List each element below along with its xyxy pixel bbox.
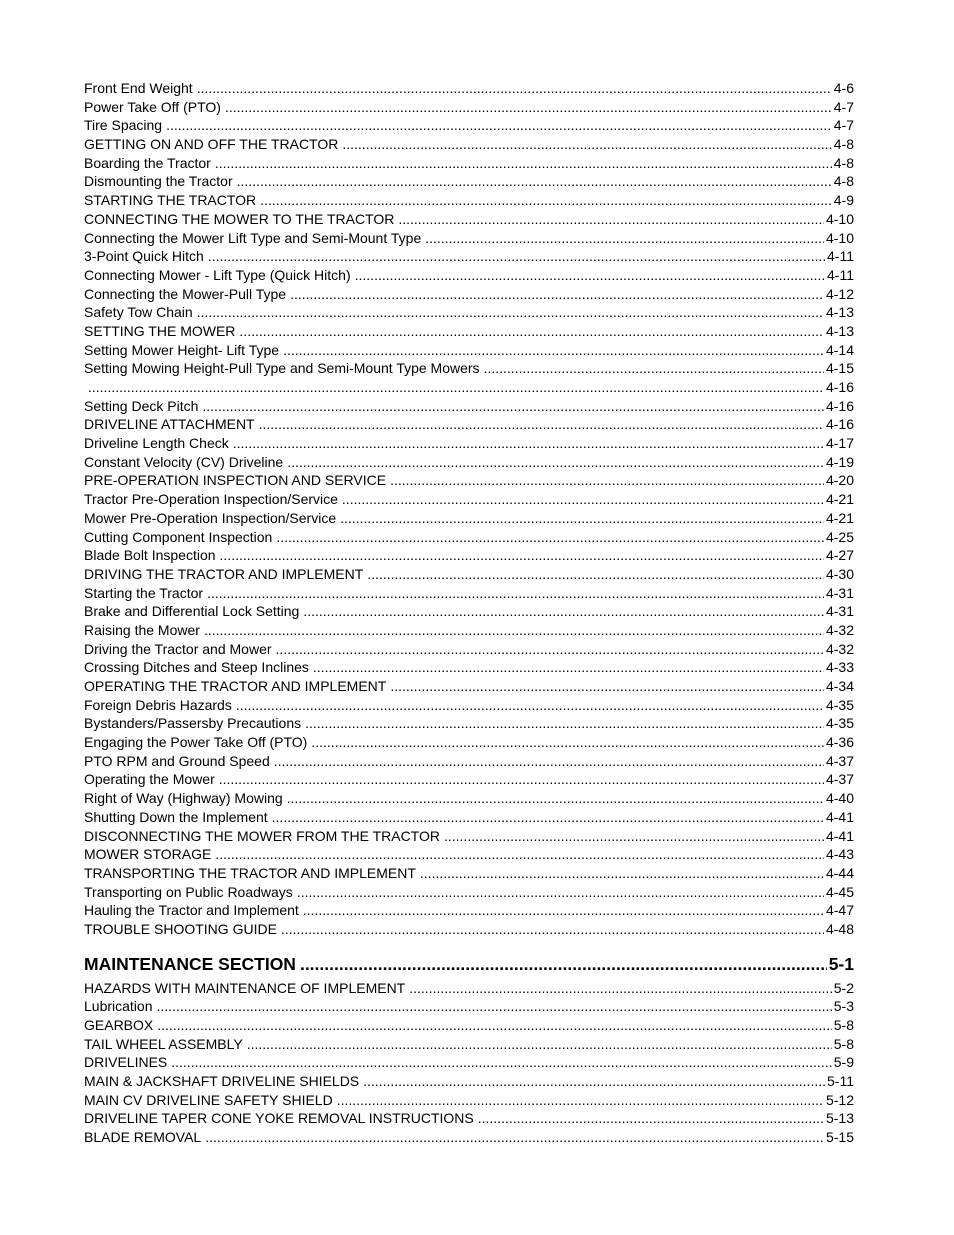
toc-entry-title: Cutting Component Inspection: [84, 528, 273, 545]
dot-leader: [247, 1035, 832, 1054]
toc-entry-title: OPERATING THE TRACTOR AND IMPLEMENT: [84, 678, 387, 694]
toc-entry-page-number: 4-35: [825, 715, 854, 732]
toc-entry[interactable]: [84, 1053, 854, 1072]
toc-entry-title: TAIL WHEEL ASSEMBLY: [84, 1035, 243, 1052]
toc-entry-title: Transporting on Public Roadways: [84, 883, 293, 900]
dot-leader: [478, 1109, 824, 1128]
toc-entries-chapter-4: [84, 79, 854, 939]
dot-leader: [390, 471, 824, 490]
dot-leader: [233, 434, 824, 453]
toc-entry-page-number: 5-8: [833, 1035, 854, 1052]
toc-entry-page-number: 4-8: [833, 154, 854, 171]
toc-entry[interactable]: [84, 733, 854, 752]
toc-entry[interactable]: [84, 135, 854, 154]
toc-entry-page-number: 4-6: [833, 80, 854, 96]
dot-leader: [313, 658, 824, 677]
toc-entry-title: Boarding the Tractor: [84, 154, 211, 171]
toc-entry-page-number: 4-17: [825, 435, 854, 452]
dot-leader: [287, 789, 824, 808]
toc-entry[interactable]: [84, 471, 854, 490]
dot-leader: [207, 584, 824, 603]
toc-entry[interactable]: [84, 883, 854, 902]
toc-entry-page-number: 4-15: [825, 360, 854, 377]
dot-leader: [342, 490, 824, 509]
toc-entry-title: SETTING THE MOWER: [84, 322, 236, 339]
toc-entry-title: Raising the Mower: [84, 621, 200, 638]
toc-entry-title: PTO RPM and Ground Speed: [84, 752, 270, 769]
toc-entry-page-number: 4-48: [825, 920, 854, 937]
section-title: MAINTENANCE SECTION: [84, 953, 296, 974]
toc-entry[interactable]: [84, 789, 854, 808]
toc-entry[interactable]: [84, 509, 854, 528]
toc-entry-page-number: 4-21: [825, 491, 854, 508]
toc-entry[interactable]: [84, 210, 854, 229]
dot-leader: [300, 952, 827, 976]
toc-entry-page-number: 4-27: [825, 547, 854, 564]
dot-leader: [220, 546, 824, 565]
toc-entry-page-number: 4-35: [825, 696, 854, 713]
dot-leader: [204, 621, 824, 640]
toc-entry[interactable]: [84, 770, 854, 789]
toc-entry[interactable]: [84, 677, 854, 696]
toc-entry[interactable]: [84, 565, 854, 584]
dot-leader: [260, 191, 832, 210]
dot-leader: [409, 979, 832, 998]
dot-leader: [259, 415, 824, 434]
toc-entry-page-number: 4-32: [825, 621, 854, 638]
toc-entry[interactable]: [84, 546, 854, 565]
dot-leader: [202, 397, 824, 416]
toc-entry-page-number: 5-12: [825, 1091, 854, 1108]
toc-entry-title: Crossing Ditches and Steep Inclines: [84, 659, 309, 676]
toc-section-heading[interactable]: [84, 952, 854, 976]
dot-leader: [283, 341, 824, 360]
dot-leader: [363, 1072, 825, 1091]
toc-entry[interactable]: [84, 640, 854, 659]
dot-leader: [425, 229, 824, 248]
toc-entry-page-number: 4-25: [825, 528, 854, 545]
toc-entry-page-number: 4-13: [825, 322, 854, 339]
toc-entry-title: TROUBLE SHOOTING GUIDE: [84, 920, 277, 937]
toc-entry[interactable]: [84, 528, 854, 547]
toc-entry-page-number: 4-7: [833, 98, 854, 115]
toc-entry[interactable]: [84, 979, 854, 998]
toc-entry-page-number: 4-11: [827, 266, 854, 283]
dot-leader: [157, 1016, 832, 1035]
toc-entry-title: Hauling the Tractor and Implement: [84, 902, 299, 919]
toc-entry-page-number: 5-9: [833, 1054, 854, 1071]
toc-entry[interactable]: [84, 303, 854, 322]
dot-leader: [303, 901, 824, 920]
toc-entry-page-number: 4-11: [827, 248, 854, 265]
toc-entry-title: Driving the Tractor and Mower: [84, 640, 272, 657]
toc-entry-page-number: 4-31: [825, 603, 854, 620]
toc-entry-title: STARTING THE TRACTOR: [84, 192, 257, 209]
toc-entry[interactable]: [84, 266, 854, 285]
toc-entry-title: Connecting the Mower-Pull Type: [84, 285, 287, 302]
toc-entry[interactable]: [84, 322, 854, 341]
dot-leader: [276, 528, 824, 547]
toc-entry[interactable]: [84, 808, 854, 827]
dot-leader: [484, 359, 824, 378]
toc-entry-title: Bystanders/Passersby Precautions: [84, 715, 302, 732]
toc-entry-title: Safety Tow Chain: [84, 304, 193, 321]
table-of-contents: [84, 79, 854, 1147]
toc-entry[interactable]: [84, 1072, 854, 1091]
toc-entry[interactable]: [84, 247, 854, 266]
toc-entry-title: Right of Way (Highway) Mowing: [84, 790, 283, 807]
toc-entry-page-number: 5-11: [827, 1073, 854, 1090]
toc-entry-page-number: 4-7: [833, 117, 854, 134]
section-page-number: 5-1: [828, 953, 854, 974]
dot-leader: [205, 1128, 824, 1147]
toc-entry-page-number: 4-8: [833, 136, 854, 153]
toc-entry-page-number: 4-16: [825, 379, 854, 395]
toc-entry-page-number: 4-8: [833, 173, 854, 190]
toc-entry-page-number: 4-19: [825, 453, 854, 470]
dot-leader: [215, 845, 824, 864]
dot-leader: [171, 1053, 832, 1072]
toc-entry[interactable]: [84, 997, 854, 1016]
toc-entry-page-number: 5-8: [833, 1017, 854, 1033]
toc-entry-page-number: 4-10: [825, 229, 854, 246]
toc-entry-page-number: 5-2: [833, 979, 854, 996]
toc-entry-title: GEARBOX: [84, 1017, 154, 1033]
dot-leader: [398, 210, 824, 229]
toc-entry-title: Connecting the Mower Lift Type and Semi-Mount Type: [84, 229, 422, 246]
toc-entry-page-number: 5-13: [825, 1110, 854, 1127]
toc-entry[interactable]: [84, 229, 854, 248]
toc-entry-title: DRIVELINE TAPER CONE YOKE REMOVAL INSTRUCTIONS: [84, 1110, 474, 1127]
toc-entry-title: Constant Velocity (CV) Driveline: [84, 453, 284, 470]
dot-leader: [342, 135, 831, 154]
toc-entry-title: GETTING ON AND OFF THE TRACTOR: [84, 136, 339, 153]
dot-leader: [444, 827, 824, 846]
toc-entry[interactable]: [84, 172, 854, 191]
toc-entry-title: MAIN & JACKSHAFT DRIVELINE SHIELDS: [84, 1073, 360, 1090]
toc-entry-page-number: 4-47: [825, 902, 854, 919]
toc-entry-title: CONNECTING THE MOWER TO THE TRACTOR: [84, 210, 395, 227]
toc-entry-page-number: 4-32: [825, 640, 854, 657]
toc-entry-page-number: 4-12: [825, 285, 854, 302]
dot-leader: [290, 285, 824, 304]
toc-entry-title: Dismounting the Tractor: [84, 173, 233, 190]
toc-entry-title: Setting Deck Pitch: [84, 397, 199, 414]
toc-entry[interactable]: [84, 584, 854, 603]
toc-entry-title: BLADE REMOVAL: [84, 1129, 202, 1146]
dot-leader: [311, 733, 824, 752]
toc-entry-title: Driveline Length Check: [84, 435, 229, 452]
toc-entry-page-number: 4-45: [825, 883, 854, 900]
dot-leader: [340, 509, 824, 528]
toc-entry[interactable]: [84, 490, 854, 509]
dot-leader: [281, 920, 824, 939]
toc-entry[interactable]: [84, 341, 854, 360]
dot-leader: [287, 453, 824, 472]
toc-entry-page-number: 4-33: [825, 659, 854, 676]
toc-entry-title: DISCONNECTING THE MOWER FROM THE TRACTOR: [84, 827, 440, 844]
toc-entry-title: 3-Point Quick Hitch: [84, 248, 204, 265]
toc-entry[interactable]: [84, 658, 854, 677]
dot-leader: [337, 1091, 824, 1110]
dot-leader: [276, 640, 824, 659]
toc-entries-chapter-5: [84, 979, 854, 1147]
toc-entry-title: DRIVELINE ATTACHMENT: [84, 416, 255, 433]
toc-entry[interactable]: [84, 191, 854, 210]
toc-entry-title: Setting Mowing Height-Pull Type and Semi-Mount Type Mowers: [84, 360, 480, 377]
toc-entry-title: Setting Mower Height- Lift Type: [84, 341, 280, 358]
toc-entry-title: MOWER STORAGE: [84, 846, 212, 863]
toc-entry[interactable]: [84, 827, 854, 846]
toc-entry-title: Tire Spacing: [84, 117, 163, 134]
toc-entry[interactable]: [84, 1016, 854, 1035]
toc-entry[interactable]: [84, 116, 854, 135]
toc-entry-page-number: 4-37: [825, 771, 854, 788]
toc-entry[interactable]: [84, 415, 854, 434]
toc-entry-title: Brake and Differential Lock Setting: [84, 603, 300, 620]
toc-entry-page-number: 4-44: [825, 864, 854, 881]
toc-entry-title: Connecting Mower - Lift Type (Quick Hitch): [84, 266, 351, 283]
toc-entry[interactable]: [84, 98, 854, 117]
toc-entry[interactable]: [84, 1035, 854, 1054]
toc-entry-title: DRIVING THE TRACTOR AND IMPLEMENT: [84, 565, 364, 582]
toc-entry-title: Operating the Mower: [84, 771, 215, 788]
toc-entry-page-number: 4-13: [825, 304, 854, 321]
toc-entry-page-number: 4-16: [825, 416, 854, 433]
dot-leader: [274, 752, 824, 771]
dot-leader: [420, 864, 824, 883]
toc-entry-title: Shutting Down the Implement: [84, 808, 268, 825]
dot-leader: [390, 677, 824, 696]
toc-entry-title: DRIVELINES: [84, 1054, 168, 1071]
toc-entry[interactable]: [84, 378, 854, 397]
toc-entry-title: Engaging the Power Take Off (PTO): [84, 734, 308, 751]
toc-entry-title: Front End Weight: [84, 80, 193, 96]
toc-entry-title: Lubrication: [84, 998, 153, 1015]
toc-entry-page-number: 4-9: [833, 192, 854, 209]
dot-leader: [225, 98, 832, 117]
toc-entry-page-number: 4-37: [825, 752, 854, 769]
toc-entry-page-number: 4-20: [825, 472, 854, 489]
toc-entry-page-number: 4-21: [825, 509, 854, 526]
dot-leader: [88, 378, 824, 397]
toc-entry-page-number: 4-34: [825, 678, 854, 694]
dot-leader: [303, 602, 824, 621]
toc-entry[interactable]: [84, 845, 854, 864]
dot-leader: [355, 266, 825, 285]
dot-leader: [166, 116, 832, 135]
toc-entry-page-number: 4-30: [825, 565, 854, 582]
toc-entry[interactable]: [84, 453, 854, 472]
toc-entry-title: Starting the Tractor: [84, 584, 204, 601]
toc-entry[interactable]: [84, 154, 854, 173]
toc-entry[interactable]: [84, 1109, 854, 1128]
toc-entry-page-number: 4-31: [825, 584, 854, 601]
toc-entry[interactable]: [84, 714, 854, 733]
toc-entry[interactable]: [84, 359, 854, 378]
toc-entry[interactable]: [84, 79, 854, 98]
dot-leader: [197, 303, 824, 322]
toc-entry-title: HAZARDS WITH MAINTENANCE OF IMPLEMENT: [84, 979, 406, 996]
toc-entry[interactable]: [84, 920, 854, 939]
toc-entry-page-number: 4-41: [825, 808, 854, 825]
toc-entry-title: Mower Pre-Operation Inspection/Service: [84, 509, 337, 526]
toc-entry[interactable]: [84, 864, 854, 883]
toc-entry[interactable]: [84, 621, 854, 640]
toc-entry-title: PRE-OPERATION INSPECTION AND SERVICE: [84, 472, 387, 489]
toc-entry-page-number: 5-15: [825, 1129, 854, 1146]
toc-entry-page-number: 4-40: [825, 790, 854, 807]
dot-leader: [237, 172, 832, 191]
toc-entry[interactable]: [84, 1091, 854, 1110]
toc-entry[interactable]: [84, 602, 854, 621]
toc-entry-title: Tractor Pre-Operation Inspection/Service: [84, 491, 338, 508]
dot-leader: [157, 997, 832, 1016]
toc-entry-title: Foreign Debris Hazards: [84, 696, 232, 713]
dot-leader: [215, 154, 832, 173]
toc-entry-title: Power Take Off (PTO): [84, 98, 221, 115]
toc-entry[interactable]: [84, 285, 854, 304]
toc-entry[interactable]: [84, 1128, 854, 1147]
toc-entry-page-number: 4-10: [825, 210, 854, 227]
toc-entry-page-number: 4-16: [825, 397, 854, 414]
toc-entry-page-number: 4-36: [825, 734, 854, 751]
dot-leader: [219, 770, 824, 789]
toc-entry[interactable]: [84, 901, 854, 920]
dot-leader: [367, 565, 824, 584]
dot-leader: [236, 696, 824, 715]
dot-leader: [208, 247, 825, 266]
dot-leader: [197, 79, 832, 98]
toc-entry-page-number: 4-43: [825, 846, 854, 863]
toc-entry[interactable]: [84, 397, 854, 416]
toc-entry-title: MAIN CV DRIVELINE SAFETY SHIELD: [84, 1091, 333, 1108]
toc-entry-title: Blade Bolt Inspection: [84, 547, 216, 564]
dot-leader: [239, 322, 824, 341]
dot-leader: [305, 714, 824, 733]
toc-entry-page-number: 5-3: [833, 998, 854, 1015]
toc-entry[interactable]: [84, 752, 854, 771]
toc-entry-page-number: 4-41: [825, 827, 854, 844]
dot-leader: [272, 808, 824, 827]
toc-entry[interactable]: [84, 434, 854, 453]
toc-entry[interactable]: [84, 696, 854, 715]
toc-entry-title: TRANSPORTING THE TRACTOR AND IMPLEMENT: [84, 864, 416, 881]
toc-entry-page-number: 4-14: [825, 341, 854, 358]
dot-leader: [297, 883, 824, 902]
